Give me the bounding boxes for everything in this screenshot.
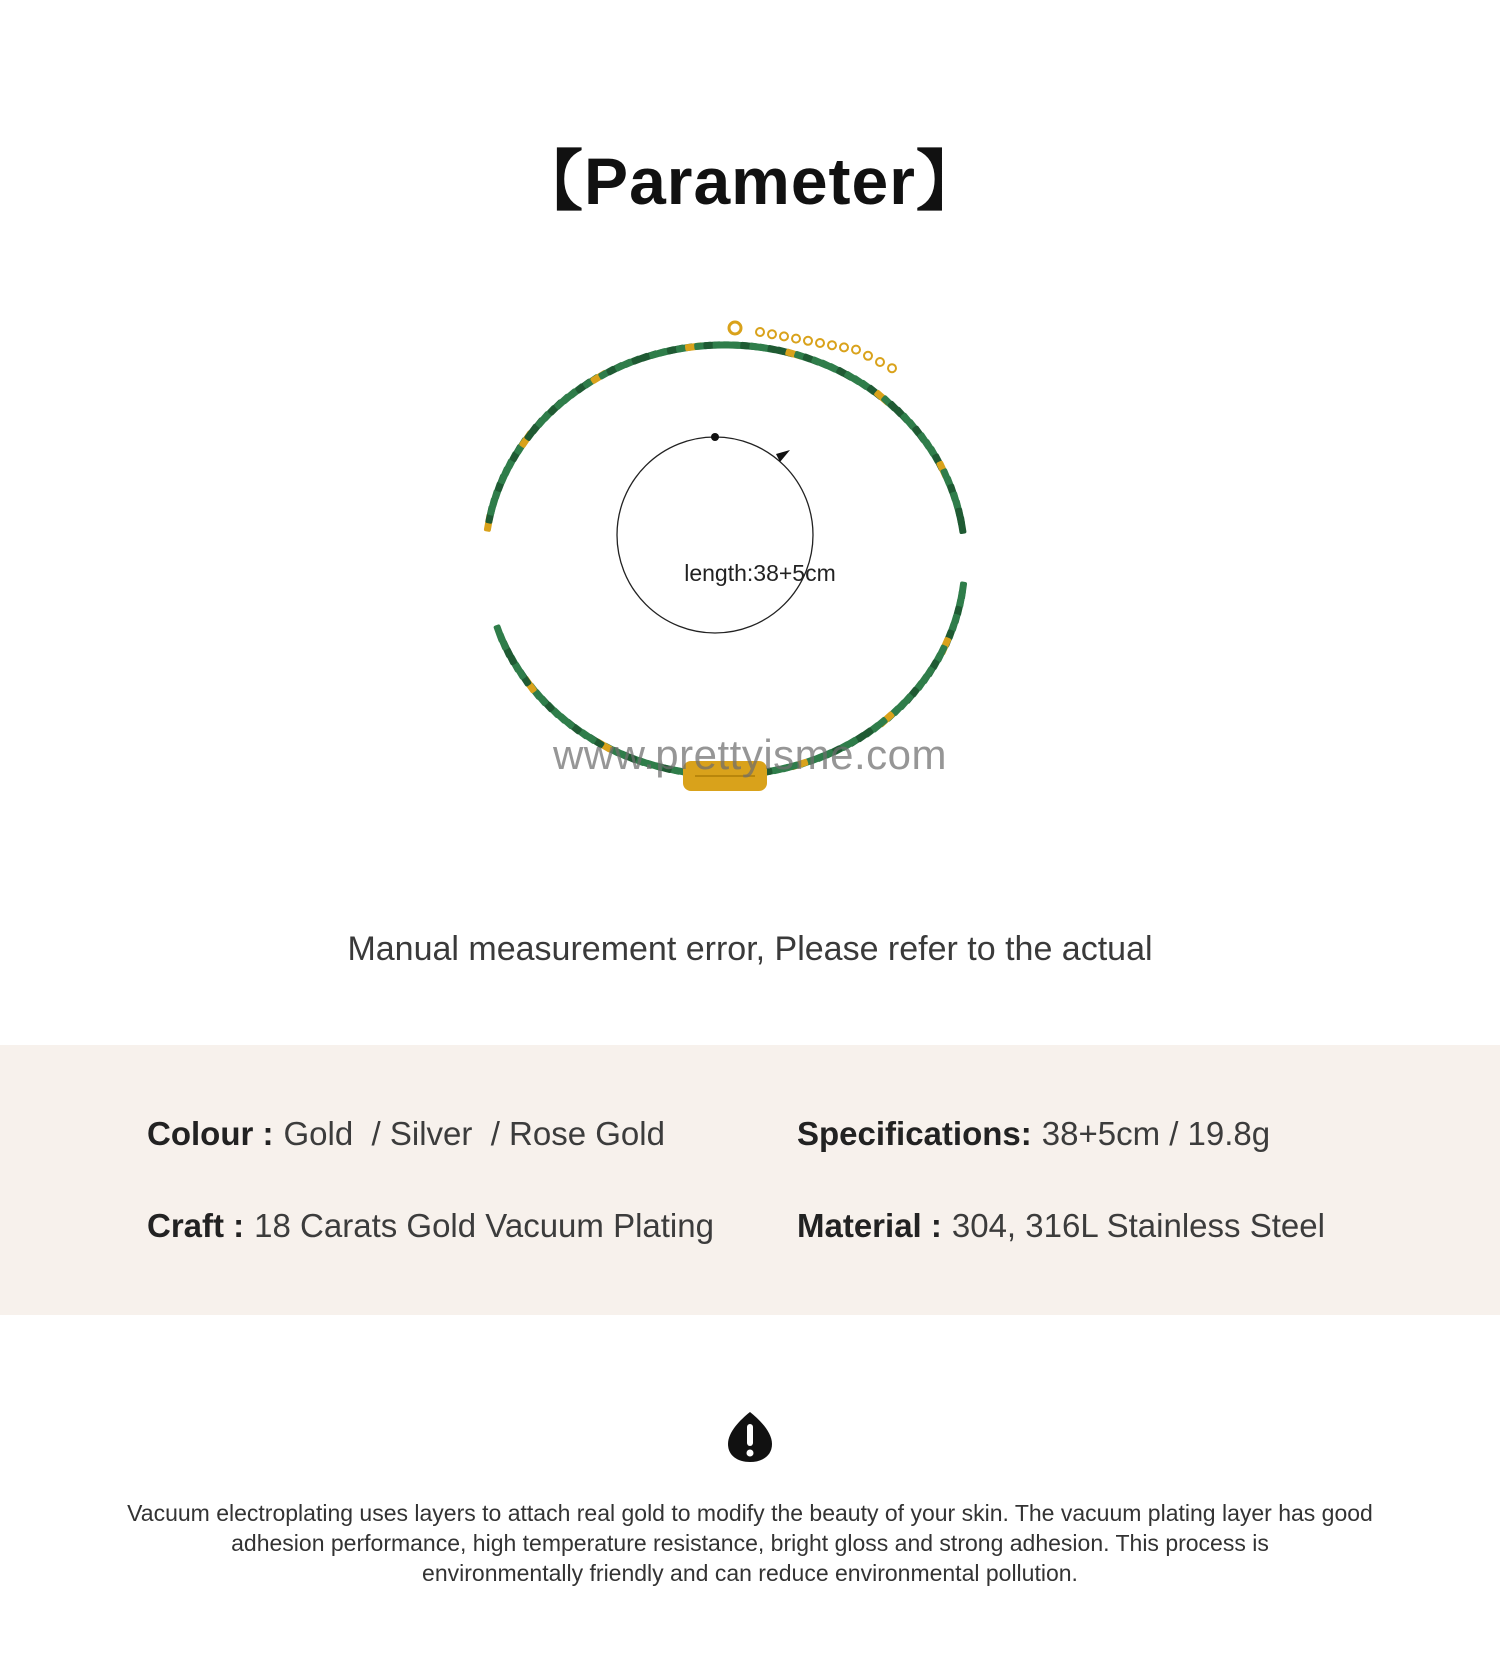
chain-link — [768, 330, 776, 338]
chain-link — [756, 328, 764, 336]
spec-specifications-label: Specifications: — [797, 1115, 1032, 1152]
spec-craft — [147, 1207, 714, 1245]
spec-material-value: 304, 316L Stainless Steel — [951, 1207, 1325, 1244]
description-line: adhesion performance, high temperature resistance, bright gloss and strong adhesion. This process is — [231, 1530, 1269, 1556]
spec-panel — [0, 1045, 1500, 1315]
chain-link — [804, 337, 812, 345]
spec-colour-value: Gold / Silver / Rose Gold — [283, 1115, 665, 1152]
chain-link — [852, 346, 860, 354]
spec-specifications-value: 38+5cm / 19.8g — [1041, 1115, 1271, 1152]
description-line: environmentally friendly and can reduce environmental pollution. — [422, 1560, 1078, 1586]
watermark: www.prettyisme.com — [552, 731, 948, 778]
length-label: length:38+5cm — [684, 560, 836, 586]
measurement-start-dot — [711, 433, 719, 441]
chain-link — [840, 343, 848, 351]
spec-craft-label: Craft : — [147, 1207, 245, 1244]
chain-link — [816, 339, 824, 347]
green-bead — [493, 624, 506, 643]
measurement-circle — [617, 437, 813, 633]
chain-link — [876, 358, 884, 366]
chain-link — [780, 332, 788, 340]
spec-material-label: Material : — [797, 1207, 942, 1244]
page-title: 【Parameter】 — [517, 144, 983, 218]
spec-specifications — [797, 1115, 1270, 1153]
clasp — [729, 322, 741, 334]
necklace-image — [480, 320, 1020, 860]
spec-craft-value: 18 Carats Gold Vacuum Plating — [254, 1207, 714, 1244]
measurement-note: Manual measurement error, Please refer to the actual — [347, 930, 1153, 968]
chain-link — [864, 352, 872, 360]
description-line: Vacuum electroplating uses layers to attach real gold to modify the beauty of your skin. The vacuum plating layer has good — [127, 1500, 1373, 1526]
plating-description — [100, 1498, 1400, 1588]
necklace-illustration — [480, 320, 1020, 860]
spec-colour-label: Colour : — [147, 1115, 274, 1152]
spec-colour — [147, 1115, 665, 1153]
exclamation-icon — [726, 1410, 774, 1464]
chain-link — [888, 364, 896, 372]
chain-link — [792, 335, 800, 343]
spec-material — [797, 1207, 1325, 1245]
green-bead — [957, 515, 967, 534]
chain-link — [828, 341, 836, 349]
